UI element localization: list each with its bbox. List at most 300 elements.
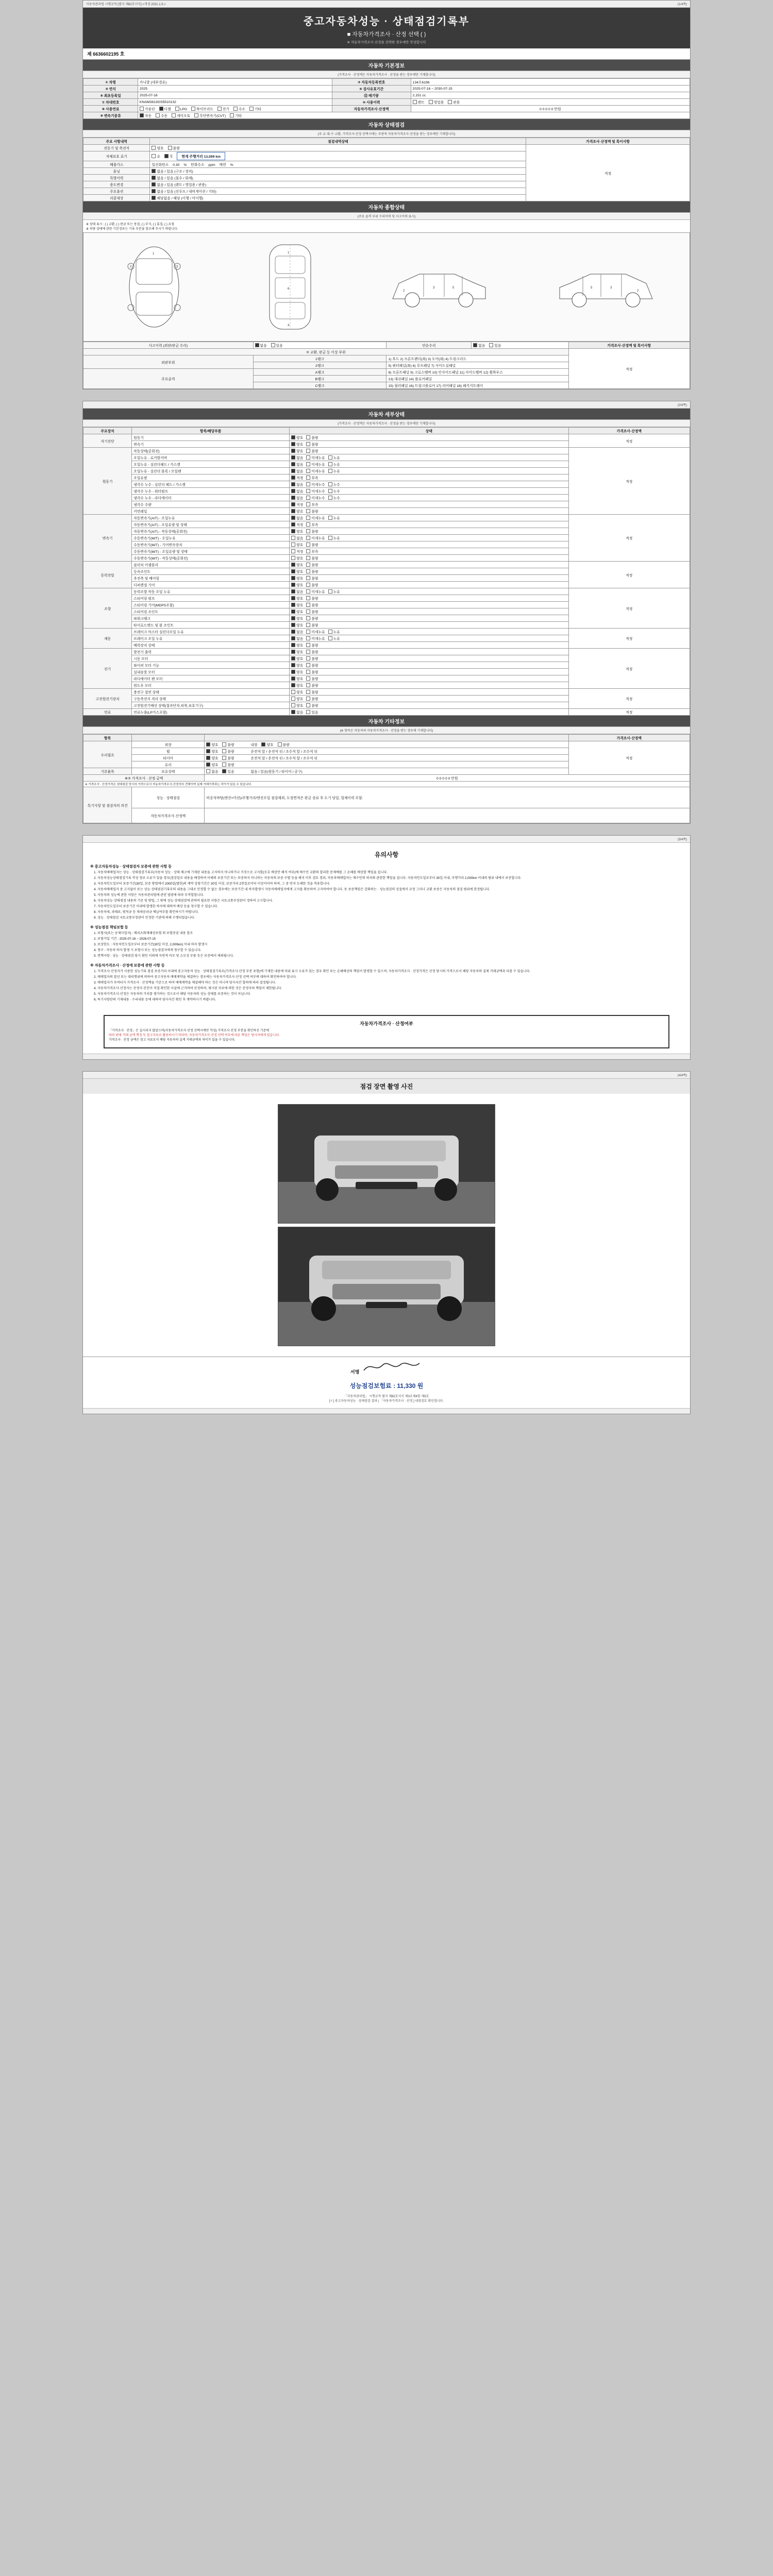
state-row-1-detail — [150, 151, 526, 161]
basic-info-table — [83, 78, 690, 119]
section-basic-info-sub: (가격조사 · 산정액은 자동차가격조사 · 산정을 받는 경우에만 기재합니다) — [83, 71, 690, 78]
form-legal-ref: 자동차관리법 시행규칙 [별지 제82호서식] <개정 2021.1.5.> — [86, 3, 166, 6]
detail-state-1-7[interactable]: 없음 미세누수 누수 — [290, 495, 568, 501]
notice-title: 유의사항 — [374, 851, 399, 858]
rank-2: 2랭크 — [253, 362, 386, 369]
notice-2-0: 1. 보험사(또는 공제사업자) : 메리츠화재해상보험 외 보험증권 내용 참조 — [97, 931, 683, 936]
remark-sub-label-2: 자동차가격조사·산정액 — [132, 808, 205, 823]
svg-text:5: 5 — [452, 286, 455, 290]
fuel-opt-6[interactable]: 기타 — [249, 106, 261, 111]
inspection-fee: 성능점검보험료 : 11,330 원 — [349, 1382, 424, 1389]
photos-title: 점검 장면 촬영 사진 — [83, 1079, 690, 1094]
svg-text:5: 5 — [591, 286, 593, 290]
doc-no-suffix: 호 — [120, 52, 125, 57]
notice-h2: ※ 성능점검 책임보험 등 — [90, 925, 128, 929]
section-detail-bar: 자동차 세부상태 — [83, 409, 690, 419]
document-title: 중고자동차성능 · 상태점검기록부 — [303, 16, 470, 27]
page-number-1: (1/4쪽) — [677, 3, 687, 6]
row-trans-label: ⑨ 변속기종류 — [83, 112, 138, 119]
detail-state-3-1[interactable]: 양호 불량 — [290, 568, 568, 575]
svg-text:1: 1 — [288, 251, 290, 255]
state-row-6-detail[interactable]: 없음 / 있음 (선루프 / 내비게이션 / 기타) — [150, 188, 526, 195]
state-price-cell: 적정 — [526, 145, 690, 201]
usage-opt-1[interactable]: 영업용 — [429, 99, 444, 105]
overall-price-label: 가격조사·산정액 및 특이사항 — [568, 342, 690, 349]
rank-a-text: 8) 프론트패널 9) 크로스멤버 10) 인사이드패널 11) 사이드멤버 12) 휠하우스 — [386, 369, 568, 376]
detail-item-6-4: 라디에이터 팬 모터 — [132, 675, 290, 682]
state-col-price: 가격조사·산정액 및 특이사항 — [526, 138, 690, 145]
svg-text:3: 3 — [433, 286, 435, 290]
detail-state-6-2[interactable]: 양호 불량 — [290, 662, 568, 669]
state-row-2-item: 배출가스 — [83, 161, 150, 168]
state-0-opt-bad[interactable]: 불량 — [168, 145, 180, 150]
remark-label: 특기사항 및 점검자의 의견 — [83, 787, 132, 823]
mileage-box — [177, 152, 225, 160]
accident-options — [253, 342, 386, 349]
trans-opt-2[interactable]: 세미오토 — [172, 113, 190, 118]
detail-state-4-2[interactable]: 양호 불량 — [290, 602, 568, 608]
hc-label: 탄화수소 — [191, 163, 205, 167]
detail-item-2-2: 자동변속기(A/T) - 작동상태(공회전) — [132, 528, 290, 535]
document-number-line — [83, 48, 690, 60]
detail-state-4-5[interactable]: 양호 불량 — [290, 622, 568, 629]
accident-label: 사고이력 (외판/판금 수리) — [83, 342, 254, 349]
other-state-glass[interactable]: 양호 불량 — [205, 761, 568, 768]
sheet-4-footer — [83, 1408, 690, 1414]
detail-price-8: 적정 — [568, 709, 690, 716]
detail-item-6-5: 윈도우 모터 — [132, 682, 290, 689]
section-detail-sub: (가격조사 · 산정액은 자동차가격조사 · 산정을 받는 경우에만 기재합니다) — [83, 419, 690, 427]
detail-state-4-1[interactable]: 양호 불량 — [290, 595, 568, 602]
detail-item-1-1: 오일누유 - 로커암커버 — [132, 454, 290, 461]
detail-state-5-2[interactable]: 양호 불량 — [290, 642, 568, 649]
rank-1: 1랭크 — [253, 355, 386, 362]
simple-options — [472, 342, 568, 349]
sheet-1 — [82, 0, 691, 389]
detail-group-5: 제동 — [83, 629, 132, 649]
detail-price-3: 적정 — [568, 562, 690, 588]
state-row-4-detail[interactable]: 없음 / 있음 (침수 / 화재) — [150, 175, 526, 181]
detail-state-7-2[interactable]: 양호 불량 — [290, 702, 568, 709]
total-value: 0 0 0 0 0 만원 — [205, 775, 690, 782]
other-group-repair: 수리필요 — [83, 741, 132, 768]
notice-h1: ※ 중고자동차성능 · 상태점검자 보증에 관한 사항 등 — [90, 865, 172, 869]
detail-item-3-3: 디퍼렌셜 기어 — [132, 582, 290, 588]
row-carname-value: 카니발 (네부경유) — [138, 79, 332, 86]
detail-item-1-7: 냉각수 누수 - 라디에이터 — [132, 495, 290, 501]
row-price-label: 자동차가격조사·산정액 — [332, 106, 411, 112]
guaranty-p1: 「가격조사 · 산정」은 실시되지 않았으며(자동차가격조사·산정 선택시에만 작성) 가격조사·산정 부분을 확인하신 기준에 — [109, 1029, 270, 1032]
detail-group-8: 연료 — [83, 709, 132, 716]
row-inspection-label: ④ 검사유효기간 — [332, 86, 411, 92]
detail-item-4-4: 파워크랭크 — [132, 615, 290, 622]
fuel-opt-2[interactable]: LPG — [175, 107, 188, 111]
detail-col-0: 주요장치 — [83, 428, 132, 434]
overall-caption — [83, 220, 690, 232]
hc-unit: ppm — [208, 163, 215, 167]
state-table — [83, 138, 690, 201]
svg-text:2: 2 — [403, 290, 405, 293]
remark-text-2 — [205, 808, 690, 823]
exchange-label: ② 교환, 판금 등 이상 부위 — [83, 349, 569, 355]
notice-1-0: 1. 자동차매매업자는 성능 · 상태점검기록부(자동차 성능 · 상태 체크에 기재된 내용을 고지하지 아니하거나 거짓으로 고지할(모호 배상안 해석 여부)에 매수인 교환의 합리한 문제예를 그 손해를 배상할 책임을 집니다. — [97, 871, 683, 875]
doc-no-value: 6636602195 — [93, 52, 119, 57]
sheet-3-footer — [83, 1054, 690, 1059]
detail-item-3-1: 등속조인트 — [132, 568, 290, 575]
notice-section — [83, 843, 690, 1010]
doc-no-prefix: 제 — [87, 52, 92, 57]
trans-opt-4[interactable]: 기타 — [230, 113, 242, 118]
notice-2-2: 3. 보상한도 : 자동차인도일로부터 보증기간(30일 이상, 2,000km) 이내 하자 발생시 — [97, 943, 683, 947]
fuel-opt-4[interactable]: 전기 — [217, 106, 229, 111]
notice-1-5: 6. 자동차성능·상태점검 내용의 기준 및 방법, 그 밖에 성능·상태점검에 관하여 필요한 사항은 국토교통부장관이 정하여 고시합니다. — [97, 899, 683, 904]
detail-state-1-5[interactable]: 없음 미세누수 누수 — [290, 481, 568, 488]
state-1-opt-yes[interactable]: 유 — [152, 154, 160, 159]
car-view-side-right — [554, 259, 658, 315]
detail-item-2-0: 자동변속기(A/T) - 오일누유 — [132, 515, 290, 521]
detail-state-8-0[interactable]: 없음 있음 — [290, 709, 568, 716]
row-year-value: 2025 — [138, 86, 332, 92]
detail-item-4-5: 타이로드엔드 및 볼 조인트 — [132, 622, 290, 629]
sheet-2 — [82, 401, 691, 824]
detail-item-7-0: 충전구 절연 상태 — [132, 689, 290, 696]
detail-state-2-6[interactable]: 양호 불량 — [290, 555, 568, 562]
photos-section — [83, 1094, 690, 1357]
notice-3-4: 5. 자동차가격조사·산정은 자동차의 가치를 평가하는 것으로서 해당 자동차의 성능·상태를 보증하는 것이 아닙니다. — [97, 992, 683, 997]
detail-item-8-0: 연료누출(LP가스포함) — [132, 709, 290, 716]
other-price: 적정 — [568, 741, 690, 775]
signature-image — [361, 1360, 423, 1374]
section-overall-bar: 자동차 종합상태 — [83, 201, 690, 212]
other-state-tire[interactable]: 양호 불량 운전석 앞 / 운전석 뒤 / 조수석 앞 / 조수석 뒤 — [205, 755, 568, 761]
notice-1-1: 2. 자동차성능상태점검기록 작성 정보 오류가 있을 경우(점검일로 내용을 배경하여 이해의 보증기간 또는 보증하지 아니하는 자동차의 보증 구별 등을 해석 이후 검토 경과, 자동차매매업자는 매수인의 하자와 관련한 책임을 집니다. 자동차인도일로부터 30일 이내, 주행거리 2,000km 이내의 범위 내에서 보증합니다. — [97, 876, 683, 881]
detail-item-6-1: 시동 모터 — [132, 655, 290, 662]
state-row-0-detail — [150, 145, 526, 151]
detail-item-6-2: 와이퍼 모터 기능 — [132, 662, 290, 669]
detail-item-2-3: 수동변속기(M/T) - 오일누유 — [132, 535, 290, 541]
guaranty-p3: 가격조사 · 산정 금액은 참고 자료로서 해당 자동차의 실제 거래금액과 차이가 있을 수 있습니다. — [109, 1039, 236, 1042]
state-row-2-detail — [150, 161, 526, 168]
fuel-opt-1[interactable]: 디젤 — [159, 106, 171, 111]
trans-opt-1[interactable]: 수동 — [156, 113, 167, 118]
car-view-top — [257, 241, 324, 333]
row-inspection-value: 2025-07-16 ~ 2030-07-15 — [411, 86, 690, 92]
other-state-wheel[interactable]: 양호 불량 운전석 앞 / 운전석 뒤 / 조수석 앞 / 조수석 뒤 — [205, 748, 568, 755]
detail-item-2-1: 자동변속기(A/T) - 오일유량 및 상태 — [132, 521, 290, 528]
overall-caption-left: ※ 상태 표시 : ( ) 교환, ( ) 판금 또는 용접, ( ) 부식, ( ) 흠집, ( ) 요철 — [86, 223, 175, 226]
detail-group-2: 변속기 — [83, 515, 132, 562]
detail-col-1: 항목/해당부품 — [132, 428, 290, 434]
detail-state-6-5[interactable]: 양호 불량 — [290, 682, 568, 689]
rank-a: A랭크 — [253, 369, 386, 376]
detail-item-4-2: 스티어링 기어(MDPS포함) — [132, 602, 290, 608]
detail-group-0: 자기진단 — [83, 434, 132, 448]
detail-state-2-0[interactable]: 없음 미세누유 누유 — [290, 515, 568, 521]
notice-2-1: 2. 보험가입 기간 : 2025-07-16 ~ 2026-07-15 — [97, 937, 683, 942]
other-col-2 — [205, 735, 568, 741]
co-unit: % — [183, 163, 187, 167]
detail-item-5-2: 배력장치 상태 — [132, 642, 290, 649]
signature-row — [83, 1357, 690, 1378]
detail-item-1-5: 냉각수 누수 - 실린더 헤드 / 가스켓 — [132, 481, 290, 488]
row-vin-label: ⑦ 차대번호 — [83, 99, 138, 106]
sheet-4 — [82, 1071, 691, 1414]
detail-state-3-3[interactable]: 양호 불량 — [290, 582, 568, 588]
other-group-basic: 기본품목 — [83, 768, 132, 775]
smoke-unit: % — [230, 163, 233, 167]
page-number-2: (2/4쪽) — [677, 404, 687, 407]
notice-3-0: 1. 가격조사·산정자가 사용한 성능기록 점검 보증거리 이내에 중고자동차 성능 · 상태점검기록부(가격조사·산정 부분 포함)에 기재한 내용에 허위 표시 오류가 있는 경우 확인 또는 손해배상의 책임이 발생할 수 있으며, 자동차가격조사 · 산정가격은 산정 당시의 가격으로서 해당 자동차의 실제 거래금액과 다를 수 있습니다. — [97, 970, 683, 974]
detail-price-6: 적정 — [568, 649, 690, 689]
section-state-bar: 자동차 상태점검 — [83, 119, 690, 130]
row-price-value: 0 0 0 0 0 만원 — [411, 106, 690, 112]
co-value: 0.30 — [173, 163, 180, 167]
detail-state-4-0[interactable]: 없음 미세누유 누유 — [290, 588, 568, 595]
row-firstreg-label: ⑤ 최초등록일 — [83, 92, 138, 99]
detail-state-1-6[interactable]: 없음 미세누수 누수 — [290, 488, 568, 495]
other-state-basic[interactable]: 없음 있음 없음 / 있음(원동기 / 타이어 / 공구) — [205, 768, 568, 775]
notice-list-2 — [97, 931, 683, 959]
rank-c: C랭크 — [253, 382, 386, 389]
state-row-3-item: 튜닝 — [83, 168, 150, 175]
notice-3-1: 2. 매매업자의 알선 또는 대리행위에 의하여 중고자동차 매매계약을 체결하는 경우에는 자동차가격조사·산정 선택 여부에 대하여 확인하여야 합니다. — [97, 975, 683, 980]
notice-3-3: 4. 자동차가격조사·산정자는 산정자 본인이 직접 확인한 사실에 근거하여 산정하며, 제시된 자료에 의한 것은 산정자의 책임이 제한됩니다. — [97, 987, 683, 991]
page-number-3: (3/4쪽) — [677, 838, 687, 841]
detail-state-2-5[interactable]: 적정 부족 — [290, 548, 568, 555]
detail-item-4-0: 동력조향 작동 오일 누유 — [132, 588, 290, 595]
rank-b-text: 13) 대쉬패널 14) 플로어패널 — [386, 376, 568, 382]
sheet-1-header — [83, 1, 690, 8]
detail-state-1-9[interactable]: 양호 불량 — [290, 508, 568, 515]
trans-opt-0[interactable]: 자동 — [140, 113, 152, 118]
detail-state-2-1[interactable]: 적정 부족 — [290, 521, 568, 528]
detail-col-2: 상태 — [290, 428, 568, 434]
row-disp-label: ⑫ 배기량 — [332, 92, 411, 99]
detail-group-6: 전기 — [83, 649, 132, 689]
svg-text:2: 2 — [637, 290, 639, 293]
accident-table — [83, 342, 690, 389]
other-item-wheel: 휠 — [132, 748, 205, 755]
detail-table — [83, 427, 690, 716]
detail-state-3-2[interactable]: 양호 불량 — [290, 575, 568, 582]
row-year-label: ③ 연식 — [83, 86, 138, 92]
detail-state-0-0[interactable]: 양호 불량 — [290, 434, 568, 441]
overall-price-value: 적정 — [568, 349, 690, 389]
group-outer-label: 외판부위 — [83, 355, 254, 369]
detail-state-4-3[interactable]: 양호 불량 — [290, 608, 568, 615]
detail-item-3-0: 클러치 어셈블리 — [132, 562, 290, 568]
detail-group-1: 원동기 — [83, 448, 132, 515]
page-number-4: (4/4쪽) — [677, 1074, 687, 1077]
detail-col-3: 가격조사·산정액 — [568, 428, 690, 434]
other-item-basic: 보유상태 — [132, 768, 205, 775]
other-table — [83, 734, 690, 823]
detail-item-5-0: 브레이크 마스터 실린더오일 누유 — [132, 629, 290, 635]
detail-item-2-6: 수동변속기(M/T) - 작동상태(공회전) — [132, 555, 290, 562]
detail-item-1-9: 커먼레일 — [132, 508, 290, 515]
mileage-text: 현재 주행거리 13,599 km — [181, 155, 221, 159]
row-fuel-label: ⑧ 사용연료 — [83, 106, 138, 112]
car-view-front — [115, 243, 193, 331]
detail-item-4-3: 스티어링 조인트 — [132, 608, 290, 615]
disp-unit: cc — [422, 93, 426, 97]
svg-text:6: 6 — [288, 287, 290, 291]
detail-state-6-3[interactable]: 양호 불량 — [290, 669, 568, 675]
sheet-4-header — [83, 1072, 690, 1079]
detail-state-1-2[interactable]: 없음 미세누유 누유 — [290, 461, 568, 468]
guaranty-box — [104, 1015, 669, 1048]
rank-1-text: 1) 후드 2) 프론트펜더(좌) 3) 도어(좌) 4) 트렁크리드 — [386, 355, 568, 362]
notice-1-2: 3. 자동차인도일부터 보증기간(30일, 보증 방법에서 2000일(별한)의 계약 상당기간은 30일 이상, 보증거리 2천킬로미터 이상이어야 하며, 그 중 먼저 도래한 것을 적용합니다. — [97, 882, 683, 887]
document-title-bar — [83, 8, 690, 48]
usage-opt-0[interactable]: 렌트 — [413, 99, 425, 105]
state-row-4-item: 특별이력 — [83, 175, 150, 181]
other-col-1 — [132, 735, 205, 741]
notice-1-7: 8. 자동차세, 과태료, 범칙금 등 제세공과금 체납여부를 확인하시기 바랍니다. — [97, 910, 683, 915]
detail-state-5-1[interactable]: 없음 미세누유 누유 — [290, 635, 568, 642]
detail-item-7-2: 고전원전기배선 상태(접속단자,피복,보호기구) — [132, 702, 290, 709]
sheet-2-header — [83, 401, 690, 409]
photo-underbody-front — [278, 1104, 495, 1224]
detail-state-5-0[interactable]: 없음 미세누유 누유 — [290, 629, 568, 635]
other-state-ext[interactable]: 양호 불량 내장 양호 불량 — [205, 741, 568, 748]
state-1-opt-no[interactable]: 무 — [164, 154, 173, 159]
notice-2-4: 5. 면책사항 : 성능 · 상태점검 당시 확인 이외에 자연적 마모 및 소모성 부품 등은 보증에서 제외됩니다. — [97, 954, 683, 959]
notice-2-3: 4. 청구 : 자동차 하자 발생 시 보험사 또는 성능점검자에게 청구할 수 있습니다. — [97, 948, 683, 953]
section-other-bar: 자동차 기타정보 — [83, 716, 690, 726]
detail-state-2-3[interactable]: 없음 미세누유 누유 — [290, 535, 568, 541]
detail-item-4-1: 스티어링 펌프 — [132, 595, 290, 602]
detail-item-1-4: 오일유량 — [132, 474, 290, 481]
accident-opt-none[interactable]: 없음 — [255, 343, 267, 348]
fuel-opt-5[interactable]: 수소 — [233, 106, 245, 111]
notice-1-6: 7. 자동차인도일부터 보증기간 이내에 발생한 하자에 대하여 배상 등을 청구할 수 있습니다. — [97, 905, 683, 909]
detail-price-2: 적정 — [568, 515, 690, 562]
simple-opt-yes[interactable]: 있음 — [489, 343, 501, 348]
notice-3-5: 6. 특기사항란의 기재내용 · 수리내용 등에 대하여 당사자간 확인 후 계약하시기 바랍니다. — [97, 998, 683, 1003]
simple-opt-none[interactable]: 없음 — [473, 343, 485, 348]
state-row-7-detail[interactable]: 해당없음 / 해당 (이행 / 미이행) — [150, 195, 526, 201]
disp-number: 2,151 — [412, 93, 422, 97]
detail-state-6-1[interactable]: 양호 불량 — [290, 655, 568, 662]
state-row-5-detail[interactable]: 없음 / 있음 (렌트 / 영업용 / 관용) — [150, 181, 526, 188]
sheet-3 — [82, 835, 691, 1060]
detail-state-7-1[interactable]: 양호 불량 — [290, 696, 568, 702]
smoke-label: 매연 — [219, 163, 226, 167]
notice-h3: ※ 자동차가격조사 · 산정에 보증에 관한 사항 등 — [90, 963, 165, 968]
detail-item-1-8: 냉각수 수량 — [132, 501, 290, 508]
row-firstreg-value: 2025-07-16 — [138, 92, 332, 99]
fuel-opt-3[interactable]: 하이브리드 — [191, 106, 213, 111]
state-row-6-item: 주요옵션 — [83, 188, 150, 195]
state-col-item: 주요 사항내역 — [83, 138, 150, 145]
rank-c-text: 15) 필러패널 16) 트렁크플로어 17) 리어패널 18) 패키지트레이 — [386, 382, 568, 389]
detail-state-1-3[interactable]: 없음 미세누유 누유 — [290, 468, 568, 474]
svg-text:1: 1 — [153, 252, 155, 256]
footnote — [83, 1393, 690, 1408]
detail-state-1-0[interactable]: 양호 불량 — [290, 448, 568, 454]
detail-state-1-8[interactable]: 적정 부족 — [290, 501, 568, 508]
row-vin-value: KNAM3813GS5510132 — [138, 99, 332, 106]
other-item-ext: 외장 — [132, 741, 205, 748]
other-item-tire: 타이어 — [132, 755, 205, 761]
group-frame-label: 주요골격 — [83, 369, 254, 389]
detail-state-6-4[interactable]: 양호 불량 — [290, 675, 568, 682]
state-row-5-item: 용도변경 — [83, 181, 150, 188]
detail-item-1-6: 냉각수 누수 - 워터펌프 — [132, 488, 290, 495]
notice-list-1 — [97, 871, 683, 921]
notice-1-8: 9. 성능 · 상태점검 국토교통부장관이 인정한 기관에 의해 수행되었습니다. — [97, 916, 683, 921]
fuel-opt-0[interactable]: 가솔린 — [140, 106, 155, 111]
detail-item-0-0: 원동기 — [132, 434, 290, 441]
row-trans-value — [138, 112, 690, 119]
state-0-opt-good[interactable]: 양호 — [152, 145, 163, 150]
trans-opt-3[interactable]: 무단변속기(CVT) — [194, 113, 226, 118]
state-row-0-item: 전동기 및 축전지 — [83, 145, 150, 151]
detail-state-1-4[interactable]: 적정 부족 — [290, 474, 568, 481]
detail-item-0-1: 변속기 — [132, 441, 290, 448]
detail-item-7-1: 구동축전지 격리 상태 — [132, 696, 290, 702]
detail-state-4-4[interactable]: 양호 불량 — [290, 615, 568, 622]
detail-state-7-0[interactable]: 양호 불량 — [290, 689, 568, 696]
remark-sub-label: 성능 · 상태점검 — [132, 787, 205, 808]
detail-item-2-4: 수동변속기(M/T) - 기어변속장치 — [132, 541, 290, 548]
section-state-sub: (주·교·대·수·교환, 가격조사·산정 선택시에는 주관적 자동차가격조사·산정을 받는 경우에만 기재합니다) — [83, 130, 690, 138]
svg-text:3: 3 — [176, 265, 178, 268]
detail-state-3-0[interactable]: 양호 불량 — [290, 562, 568, 568]
svg-text:3: 3 — [610, 286, 612, 290]
notice-1-4: 5. 자동차의 성능에 관한 사항은 자동차관리법에 관련 법령에 따라 부적합합니다. — [97, 893, 683, 898]
remark-text: 비공식바탕(엔진+미션)/주행거리/엔진오일 점검제외, 도장면적은 판금 종료 후 도기 당일, 업체이력 포함. — [205, 787, 690, 808]
detail-item-1-2: 오일누유 - 실린더헤드 / 가스켓 — [132, 461, 290, 468]
photo-underbody-rear — [278, 1227, 495, 1346]
state-row-3-detail[interactable]: 없음 / 있음 (구조 / 장치) — [150, 168, 526, 175]
detail-item-2-5: 수동변속기(M/T) - 오일유량 및 상태 — [132, 548, 290, 555]
section-overall-sub: (주요 골격 부위 수리이력 및 사고이력 표시) — [83, 212, 690, 220]
row-fuel-value — [138, 106, 332, 112]
detail-price-5: 적정 — [568, 629, 690, 649]
signature-label: 서명 — [350, 1369, 360, 1375]
svg-text:2: 2 — [130, 265, 132, 268]
detail-group-3: 동력전달 — [83, 562, 132, 588]
accident-opt-yes[interactable]: 있음 — [271, 343, 283, 348]
detail-state-2-2[interactable]: 양호 불량 — [290, 528, 568, 535]
detail-item-1-3: 오일누유 - 실린더 블록 / 오일팬 — [132, 468, 290, 474]
other-col-0: 항목 — [83, 735, 132, 741]
svg-text:4: 4 — [288, 324, 290, 327]
detail-group-4: 조향 — [83, 588, 132, 629]
usage-opt-2[interactable]: 관용 — [448, 99, 460, 105]
detail-state-6-0[interactable]: 양호 불량 — [290, 649, 568, 655]
footnote-line-1: 「자동차관리법」 시행규칙 별지 제82호서식 제3조제4항 제3호 — [344, 1395, 429, 1398]
notice-list-3 — [97, 970, 683, 1003]
footnote-line-2: [ㄷ] 중고자동차성능 · 상태점검 결과 | 「자동차가격조사 · 산정 ] 내영검토 확인합니다. — [329, 1399, 444, 1403]
row-disp-value — [411, 92, 690, 99]
detail-item-6-3: 실내송풍 모터 — [132, 669, 290, 675]
detail-price-4: 적정 — [568, 588, 690, 629]
detail-item-3-2: 추진축 및 베어링 — [132, 575, 290, 582]
sheet-3-header — [83, 836, 690, 843]
section-basic-info-bar: 자동차 기본정보 — [83, 60, 690, 71]
detail-state-0-1[interactable]: 양호 불량 — [290, 441, 568, 448]
guaranty-p2: 따라 판매 거래 금액 책정 등 참고자료로 활용하시기 바라며, 자동차가격조사·산정 선택 여부에 따른 책임은 당사자에게 있습니다. — [109, 1034, 280, 1038]
car-view-side-left — [388, 259, 491, 315]
detail-item-6-0: 발전기 출력 — [132, 649, 290, 655]
detail-state-2-4[interactable]: 양호 불량 — [290, 541, 568, 548]
notice-3-2: 3. 매매업자가 부여되지 가격조사 · 산정액을 기준으로 하여 매매계약을 체결해야 하는 것은 아니며 당사자간 합의에 따라 결정됩니다. — [97, 981, 683, 986]
rank-2-text: 5) 쿼터패널(좌) 6) 루프패널 7) 사이드실패널 — [386, 362, 568, 369]
detail-state-1-1[interactable]: 없음 미세누유 누유 — [290, 454, 568, 461]
